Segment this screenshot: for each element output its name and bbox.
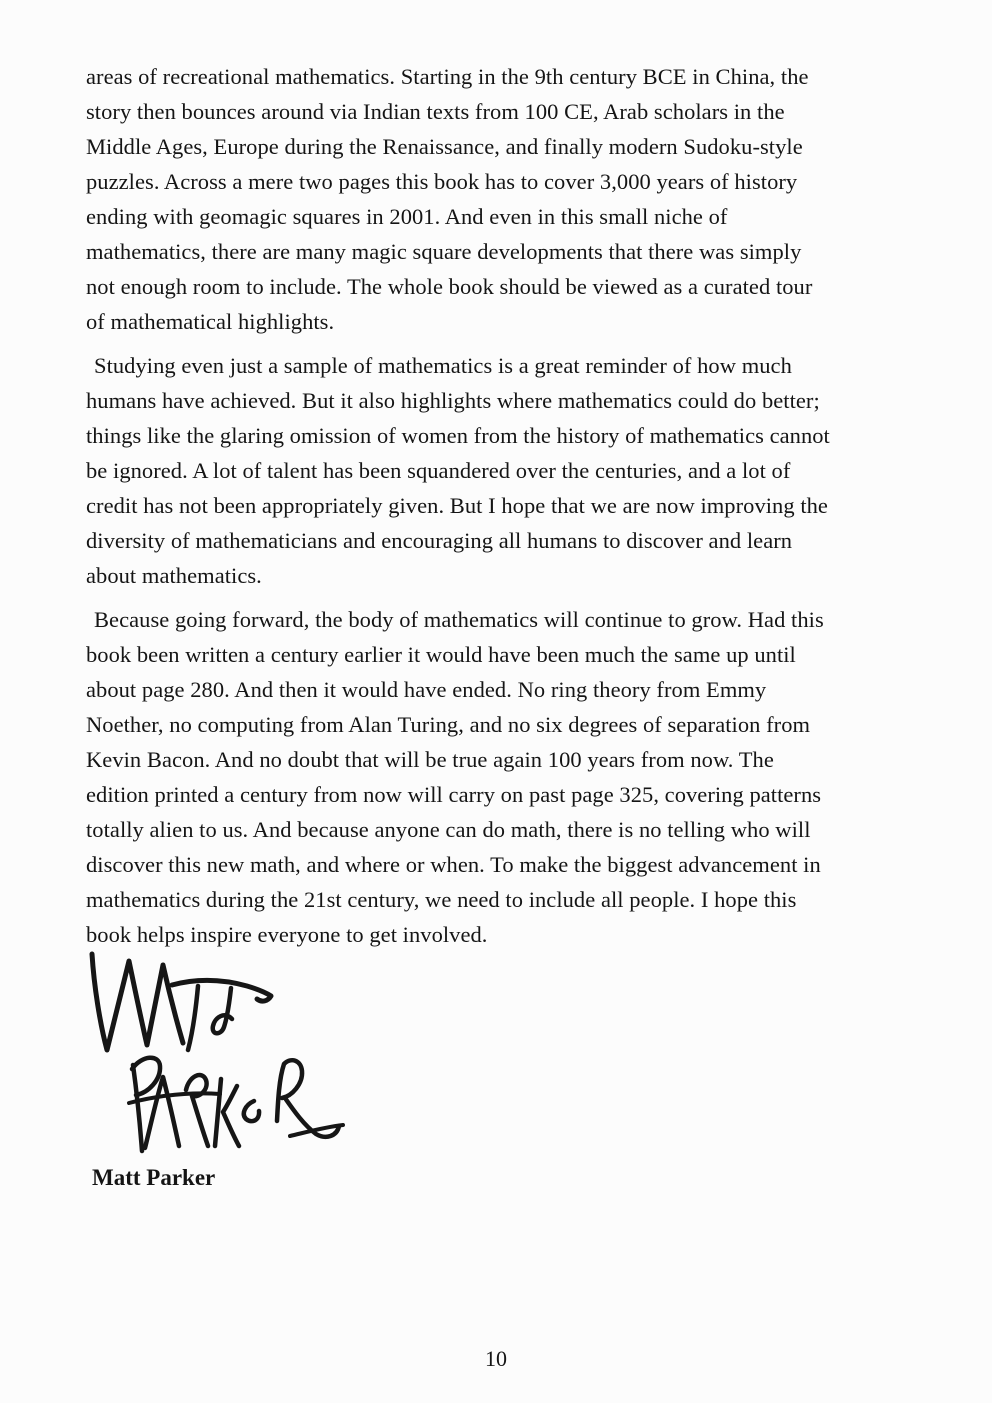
text-line: mathematics, there are many magic square developments that there was simply [86, 239, 802, 264]
text-line: book helps inspire everyone to get involved. [86, 922, 488, 947]
text-line: Noether, no computing from Alan Turing, and no six degrees of separation from [86, 712, 811, 737]
text-line: edition printed a century from now will carry on past page 325, covering patterns [86, 782, 822, 807]
text-line: credit has not been appropriately given. But I hope that we are now improving the [86, 493, 828, 518]
text-line: totally alien to us. And because anyone can do math, there is no telling who will [86, 817, 811, 842]
text-line: about mathematics. [86, 563, 262, 588]
paragraph [86, 59, 910, 339]
page-body-text [86, 59, 910, 961]
text-line: diversity of mathematicians and encouraging all humans to discover and learn [86, 528, 793, 553]
text-line: ending with geomagic squares in 2001. And even in this small niche of [86, 204, 728, 229]
text-line: things like the glaring omission of women from the history of mathematics cannot [86, 423, 830, 448]
author-name: Matt Parker [92, 1165, 216, 1190]
text-line: humans have achieved. But it also highlights where mathematics could do better; [86, 388, 820, 413]
text-line: Studying even just a sample of mathematics is a great reminder of how much [94, 353, 792, 378]
text-line: be ignored. A lot of talent has been squandered over the centuries, and a lot of [86, 458, 791, 483]
text-line: puzzles. Across a mere two pages this book has to cover 3,000 years of history [86, 169, 798, 194]
text-line: areas of recreational mathematics. Starting in the 9th century BCE in China, the [86, 64, 809, 89]
signature-scrawl [84, 948, 354, 1158]
text-line: of mathematical highlights. [86, 309, 335, 334]
text-line: story then bounces around via Indian texts from 100 CE, Arab scholars in the [86, 99, 785, 124]
paragraph [86, 602, 910, 952]
text-line: mathematics during the 21st century, we need to include all people. I hope this [86, 887, 797, 912]
text-line: Kevin Bacon. And no doubt that will be true again 100 years from now. The [86, 747, 774, 772]
text-line: book been written a century earlier it would have been much the same up until [86, 642, 796, 667]
text-line: discover this new math, and where or when. To make the biggest advancement in [86, 852, 821, 877]
paragraph [86, 348, 910, 593]
text-line: about page 280. And then it would have ended. No ring theory from Emmy [86, 677, 767, 702]
matt-parker-signature-icon [84, 948, 354, 1158]
page-number: 10 [485, 1346, 507, 1371]
text-line: Middle Ages, Europe during the Renaissance, and finally modern Sudoku-style [86, 134, 803, 159]
text-line: not enough room to include. The whole book should be viewed as a curated tour [86, 274, 813, 299]
text-line: Because going forward, the body of mathematics will continue to grow. Had this [94, 607, 824, 632]
